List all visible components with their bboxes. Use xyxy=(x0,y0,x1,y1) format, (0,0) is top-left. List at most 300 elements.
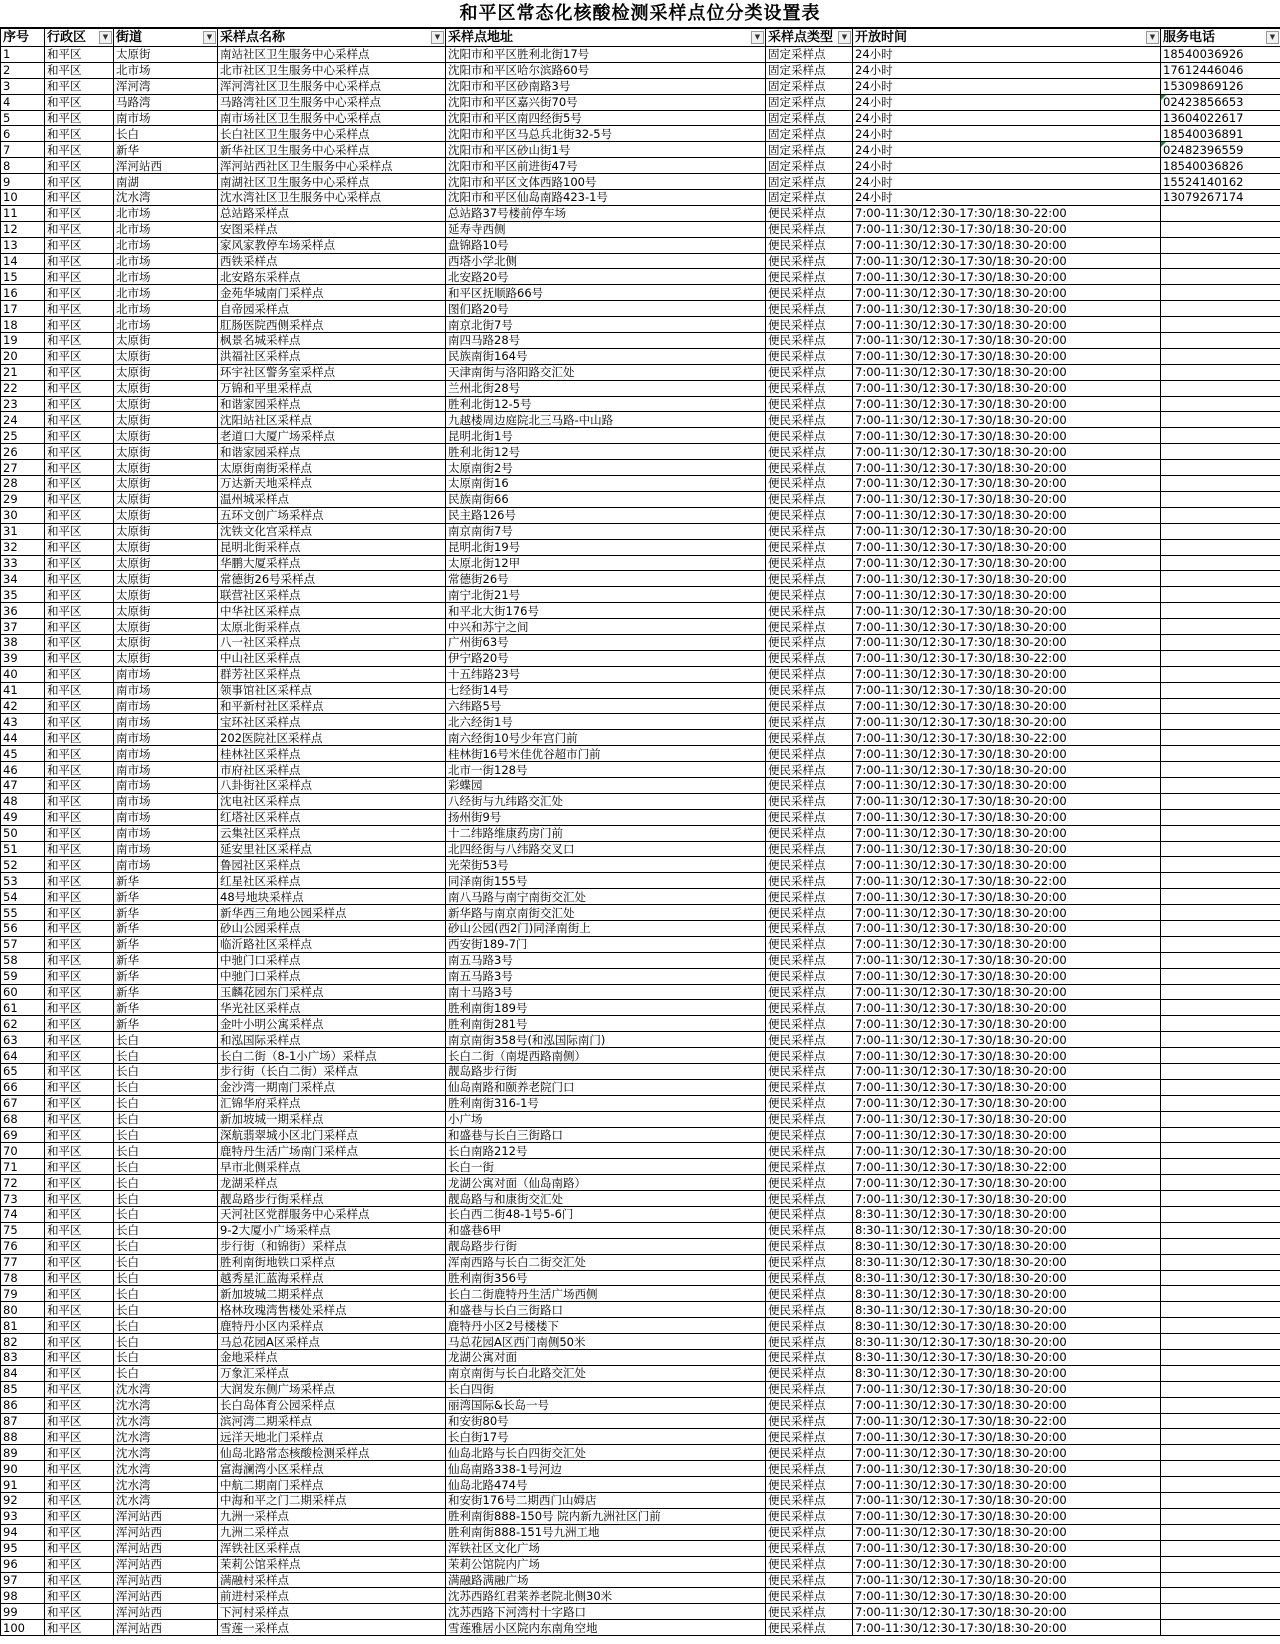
cell-phone[interactable] xyxy=(1161,269,1280,285)
cell-street[interactable]: 沈水湾 xyxy=(114,1477,218,1493)
cell-type[interactable]: 便民采样点 xyxy=(766,428,853,444)
cell-open-time[interactable]: 7:00-11:30/12:30-17:30/18:30-20:00 xyxy=(853,1461,1161,1477)
cell-address[interactable]: 沈阳市和平区文体西路100号 xyxy=(446,174,766,190)
cell-index[interactable]: 75 xyxy=(1,1222,45,1238)
cell-index[interactable]: 3 xyxy=(1,78,45,94)
cell-open-time[interactable]: 7:00-11:30/12:30-17:30/18:30-20:00 xyxy=(853,1477,1161,1493)
cell-street[interactable]: 北市场 xyxy=(114,62,218,78)
cell-open-time[interactable]: 7:00-11:30/12:30-17:30/18:30-20:00 xyxy=(853,555,1161,571)
cell-address[interactable]: 龙湖公寓对面 xyxy=(446,1350,766,1366)
cell-district[interactable]: 和平区 xyxy=(45,412,114,428)
cell-type[interactable]: 便民采样点 xyxy=(766,1222,853,1238)
cell-phone[interactable] xyxy=(1161,619,1280,635)
cell-index[interactable]: 96 xyxy=(1,1556,45,1572)
cell-district[interactable]: 和平区 xyxy=(45,491,114,507)
cell-type[interactable]: 便民采样点 xyxy=(766,1095,853,1111)
cell-point-name[interactable]: 自帝园采样点 xyxy=(218,301,446,317)
cell-open-time[interactable]: 7:00-11:30/12:30-17:30/18:30-20:00 xyxy=(853,221,1161,237)
cell-phone[interactable] xyxy=(1161,476,1280,492)
cell-street[interactable]: 南市场 xyxy=(114,698,218,714)
cell-phone[interactable] xyxy=(1161,1127,1280,1143)
cell-point-name[interactable]: 八一社区采样点 xyxy=(218,634,446,650)
cell-point-name[interactable]: 下河村采样点 xyxy=(218,1604,446,1620)
cell-address[interactable]: 丽湾国际&长岛一号 xyxy=(446,1397,766,1413)
cell-index[interactable]: 25 xyxy=(1,428,45,444)
cell-address[interactable]: 鹿特丹小区2号楼楼下 xyxy=(446,1318,766,1334)
cell-phone[interactable] xyxy=(1161,634,1280,650)
cell-type[interactable]: 便民采样点 xyxy=(766,1334,853,1350)
cell-street[interactable]: 太原街 xyxy=(114,634,218,650)
cell-district[interactable]: 和平区 xyxy=(45,1302,114,1318)
cell-address[interactable]: 沈阳市和平区嘉兴街70号 xyxy=(446,94,766,110)
cell-phone[interactable] xyxy=(1161,221,1280,237)
cell-phone[interactable] xyxy=(1161,1270,1280,1286)
cell-phone[interactable] xyxy=(1161,1207,1280,1223)
cell-district[interactable]: 和平区 xyxy=(45,158,114,174)
cell-open-time[interactable]: 7:00-11:30/12:30-17:30/18:30-20:00 xyxy=(853,1524,1161,1540)
cell-address[interactable]: 胜利南街189号 xyxy=(446,1000,766,1016)
cell-district[interactable]: 和平区 xyxy=(45,984,114,1000)
cell-street[interactable]: 长白 xyxy=(114,1064,218,1080)
cell-open-time[interactable]: 24小时 xyxy=(853,78,1161,94)
cell-district[interactable]: 和平区 xyxy=(45,1095,114,1111)
cell-type[interactable]: 便民采样点 xyxy=(766,1159,853,1175)
cell-street[interactable]: 南市场 xyxy=(114,793,218,809)
cell-address[interactable]: 十二纬路维康药房门前 xyxy=(446,825,766,841)
cell-point-name[interactable]: 延安里社区采样点 xyxy=(218,841,446,857)
cell-point-name[interactable]: 九洲一采样点 xyxy=(218,1508,446,1524)
cell-type[interactable]: 便民采样点 xyxy=(766,1540,853,1556)
cell-street[interactable]: 长白 xyxy=(114,1032,218,1048)
cell-open-time[interactable]: 7:00-11:30/12:30-17:30/18:30-20:00 xyxy=(853,793,1161,809)
cell-address[interactable]: 兰州北街28号 xyxy=(446,380,766,396)
cell-address[interactable]: 和平北大街176号 xyxy=(446,603,766,619)
cell-district[interactable]: 和平区 xyxy=(45,968,114,984)
cell-open-time[interactable]: 7:00-11:30/12:30-17:30/18:30-20:00 xyxy=(853,1556,1161,1572)
cell-type[interactable]: 便民采样点 xyxy=(766,1477,853,1493)
cell-type[interactable]: 便民采样点 xyxy=(766,1493,853,1509)
cell-phone[interactable] xyxy=(1161,1095,1280,1111)
cell-type[interactable]: 便民采样点 xyxy=(766,1413,853,1429)
cell-address[interactable]: 马总花园A区西门南侧50米 xyxy=(446,1334,766,1350)
cell-point-name[interactable]: 北安路东采样点 xyxy=(218,269,446,285)
cell-type[interactable]: 固定采样点 xyxy=(766,158,853,174)
cell-point-name[interactable]: 南湖社区卫生服务中心采样点 xyxy=(218,174,446,190)
cell-type[interactable]: 便民采样点 xyxy=(766,793,853,809)
cell-street[interactable]: 长白 xyxy=(114,1350,218,1366)
cell-type[interactable]: 便民采样点 xyxy=(766,1032,853,1048)
cell-address[interactable]: 和安街176号二期西门山姆店 xyxy=(446,1493,766,1509)
cell-district[interactable]: 和平区 xyxy=(45,603,114,619)
cell-street[interactable]: 太原街 xyxy=(114,380,218,396)
cell-phone[interactable] xyxy=(1161,857,1280,873)
cell-address[interactable]: 昆明北街19号 xyxy=(446,539,766,555)
cell-address[interactable]: 南京南街与长白北路交汇处 xyxy=(446,1365,766,1381)
cell-point-name[interactable]: 枫景名城采样点 xyxy=(218,333,446,349)
cell-street[interactable]: 长白 xyxy=(114,1127,218,1143)
cell-type[interactable]: 便民采样点 xyxy=(766,1286,853,1302)
cell-address[interactable]: 桂林街16号米佳优谷超市门前 xyxy=(446,746,766,762)
cell-district[interactable]: 和平区 xyxy=(45,1111,114,1127)
cell-phone[interactable] xyxy=(1161,1350,1280,1366)
cell-index[interactable]: 14 xyxy=(1,253,45,269)
cell-index[interactable]: 2 xyxy=(1,62,45,78)
cell-street[interactable]: 沈水湾 xyxy=(114,1493,218,1509)
cell-phone[interactable] xyxy=(1161,1477,1280,1493)
cell-street[interactable]: 长白 xyxy=(114,1207,218,1223)
cell-index[interactable]: 95 xyxy=(1,1540,45,1556)
cell-phone[interactable] xyxy=(1161,1429,1280,1445)
cell-street[interactable]: 浑河湾 xyxy=(114,78,218,94)
cell-index[interactable]: 98 xyxy=(1,1588,45,1604)
cell-index[interactable]: 46 xyxy=(1,762,45,778)
cell-type[interactable]: 便民采样点 xyxy=(766,1429,853,1445)
cell-phone[interactable] xyxy=(1161,1572,1280,1588)
cell-address[interactable]: 同泽南街155号 xyxy=(446,873,766,889)
cell-street[interactable]: 长白 xyxy=(114,1095,218,1111)
cell-phone[interactable] xyxy=(1161,523,1280,539)
cell-address[interactable]: 南京南街358号(和泓国际南门) xyxy=(446,1032,766,1048)
cell-phone[interactable] xyxy=(1161,1397,1280,1413)
cell-open-time[interactable]: 7:00-11:30/12:30-17:30/18:30-20:00 xyxy=(853,841,1161,857)
cell-district[interactable]: 和平区 xyxy=(45,1254,114,1270)
cell-type[interactable]: 便民采样点 xyxy=(766,1604,853,1620)
cell-street[interactable]: 北市场 xyxy=(114,285,218,301)
cell-open-time[interactable]: 7:00-11:30/12:30-17:30/18:30-20:00 xyxy=(853,1111,1161,1127)
cell-address[interactable]: 沈苏西路红君莱养老院北侧30米 xyxy=(446,1588,766,1604)
cell-index[interactable]: 16 xyxy=(1,285,45,301)
cell-open-time[interactable]: 7:00-11:30/12:30-17:30/18:30-20:00 xyxy=(853,1620,1161,1636)
cell-phone[interactable] xyxy=(1161,380,1280,396)
cell-address[interactable]: 总站路37号楼前停车场 xyxy=(446,205,766,221)
cell-district[interactable]: 和平区 xyxy=(45,428,114,444)
cell-street[interactable]: 长白 xyxy=(114,1159,218,1175)
cell-street[interactable]: 太原街 xyxy=(114,364,218,380)
cell-street[interactable]: 长白 xyxy=(114,1222,218,1238)
cell-index[interactable]: 90 xyxy=(1,1461,45,1477)
cell-address[interactable]: 南五马路3号 xyxy=(446,968,766,984)
cell-address[interactable]: 南六经街10号少年宫门前 xyxy=(446,730,766,746)
cell-street[interactable]: 沈水湾 xyxy=(114,1381,218,1397)
cell-address[interactable]: 沈阳市和平区前进街47号 xyxy=(446,158,766,174)
cell-type[interactable]: 便民采样点 xyxy=(766,476,853,492)
cell-district[interactable]: 和平区 xyxy=(45,1270,114,1286)
cell-point-name[interactable]: 深航翡翠城小区北门采样点 xyxy=(218,1127,446,1143)
cell-index[interactable]: 49 xyxy=(1,809,45,825)
cell-phone[interactable] xyxy=(1161,205,1280,221)
cell-district[interactable]: 和平区 xyxy=(45,1588,114,1604)
cell-index[interactable]: 65 xyxy=(1,1064,45,1080)
cell-street[interactable]: 太原街 xyxy=(114,491,218,507)
cell-open-time[interactable]: 7:00-11:30/12:30-17:30/18:30-20:00 xyxy=(853,1540,1161,1556)
cell-address[interactable]: 彩蝶园 xyxy=(446,777,766,793)
cell-index[interactable]: 5 xyxy=(1,110,45,126)
cell-street[interactable]: 长白 xyxy=(114,1143,218,1159)
cell-type[interactable]: 便民采样点 xyxy=(766,1064,853,1080)
cell-type[interactable]: 便民采样点 xyxy=(766,1207,853,1223)
cell-phone[interactable] xyxy=(1161,936,1280,952)
cell-type[interactable]: 便民采样点 xyxy=(766,539,853,555)
cell-index[interactable]: 99 xyxy=(1,1604,45,1620)
cell-address[interactable]: 沈苏西路下河湾村十字路口 xyxy=(446,1604,766,1620)
cell-open-time[interactable]: 8:30-11:30/12:30-17:30/18:30-20:00 xyxy=(853,1207,1161,1223)
cell-point-name[interactable]: 鲁园社区采样点 xyxy=(218,857,446,873)
cell-point-name[interactable]: 沈铁文化宫采样点 xyxy=(218,523,446,539)
cell-district[interactable]: 和平区 xyxy=(45,793,114,809)
cell-open-time[interactable]: 7:00-11:30/12:30-17:30/18:30-20:00 xyxy=(853,253,1161,269)
cell-type[interactable]: 固定采样点 xyxy=(766,78,853,94)
cell-open-time[interactable]: 7:00-11:30/12:30-17:30/18:30-20:00 xyxy=(853,348,1161,364)
cell-address[interactable]: 砂山公园(西2门)同泽南街上 xyxy=(446,920,766,936)
cell-point-name[interactable]: 汇锦华府采样点 xyxy=(218,1095,446,1111)
cell-open-time[interactable]: 8:30-11:30/12:30-17:30/18:30-20:00 xyxy=(853,1302,1161,1318)
cell-open-time[interactable]: 7:00-11:30/12:30-17:30/18:30-20:00 xyxy=(853,1127,1161,1143)
cell-type[interactable]: 便民采样点 xyxy=(766,1127,853,1143)
cell-type[interactable]: 便民采样点 xyxy=(766,491,853,507)
cell-phone[interactable] xyxy=(1161,491,1280,507)
cell-type[interactable]: 便民采样点 xyxy=(766,1350,853,1366)
cell-type[interactable]: 便民采样点 xyxy=(766,777,853,793)
cell-point-name[interactable]: 金苑华城南门采样点 xyxy=(218,285,446,301)
cell-street[interactable]: 沈水湾 xyxy=(114,1461,218,1477)
cell-address[interactable]: 胜利南街316-1号 xyxy=(446,1095,766,1111)
cell-index[interactable]: 87 xyxy=(1,1413,45,1429)
cell-address[interactable]: 中兴和苏宁之间 xyxy=(446,619,766,635)
cell-address[interactable]: 八经街与九纬路交汇处 xyxy=(446,793,766,809)
cell-district[interactable]: 和平区 xyxy=(45,333,114,349)
cell-district[interactable]: 和平区 xyxy=(45,1620,114,1636)
cell-street[interactable]: 长白 xyxy=(114,1175,218,1191)
cell-address[interactable]: 盘锦路10号 xyxy=(446,237,766,253)
cell-street[interactable]: 浑河站西 xyxy=(114,1588,218,1604)
cell-address[interactable]: 和平区抚顺路66号 xyxy=(446,285,766,301)
cell-type[interactable]: 固定采样点 xyxy=(766,142,853,158)
cell-phone[interactable] xyxy=(1161,666,1280,682)
cell-type[interactable]: 便民采样点 xyxy=(766,380,853,396)
cell-district[interactable]: 和平区 xyxy=(45,1540,114,1556)
cell-street[interactable]: 长白 xyxy=(114,1270,218,1286)
cell-open-time[interactable]: 7:00-11:30/12:30-17:30/18:30-20:00 xyxy=(853,936,1161,952)
cell-address[interactable]: 胜利南街888-151号九洲工地 xyxy=(446,1524,766,1540)
cell-district[interactable]: 和平区 xyxy=(45,809,114,825)
cell-type[interactable]: 便民采样点 xyxy=(766,1461,853,1477)
cell-phone[interactable] xyxy=(1161,889,1280,905)
cell-street[interactable]: 太原街 xyxy=(114,619,218,635)
cell-point-name[interactable]: 万象汇采样点 xyxy=(218,1365,446,1381)
cell-point-name[interactable]: 南站社区卫生服务中心采样点 xyxy=(218,47,446,63)
cell-open-time[interactable]: 7:00-11:30/12:30-17:30/18:30-20:00 xyxy=(853,1032,1161,1048)
cell-district[interactable]: 和平区 xyxy=(45,682,114,698)
cell-open-time[interactable]: 7:00-11:30/12:30-17:30/18:30-20:00 xyxy=(853,762,1161,778)
cell-index[interactable]: 57 xyxy=(1,936,45,952)
cell-open-time[interactable]: 7:00-11:30/12:30-17:30/18:30-20:00 xyxy=(853,412,1161,428)
cell-district[interactable]: 和平区 xyxy=(45,190,114,206)
cell-district[interactable]: 和平区 xyxy=(45,873,114,889)
cell-index[interactable]: 42 xyxy=(1,698,45,714)
cell-open-time[interactable]: 7:00-11:30/12:30-17:30/18:30-20:00 xyxy=(853,1429,1161,1445)
cell-open-time[interactable]: 7:00-11:30/12:30-17:30/18:30-22:00 xyxy=(853,1159,1161,1175)
cell-point-name[interactable]: 和谐家园采样点 xyxy=(218,444,446,460)
cell-point-name[interactable]: 鹿特丹生活广场南门采样点 xyxy=(218,1143,446,1159)
cell-address[interactable]: 仙岛南路和颐养老院门口 xyxy=(446,1079,766,1095)
cell-phone[interactable] xyxy=(1161,809,1280,825)
cell-street[interactable]: 太原街 xyxy=(114,460,218,476)
cell-point-name[interactable]: 早市北侧采样点 xyxy=(218,1159,446,1175)
cell-index[interactable]: 44 xyxy=(1,730,45,746)
cell-phone[interactable] xyxy=(1161,253,1280,269)
dropdown-arrow-icon[interactable]: ▼ xyxy=(99,31,112,44)
cell-point-name[interactable]: 浑铁社区采样点 xyxy=(218,1540,446,1556)
cell-type[interactable]: 便民采样点 xyxy=(766,714,853,730)
cell-index[interactable]: 28 xyxy=(1,476,45,492)
cell-type[interactable]: 便民采样点 xyxy=(766,1191,853,1207)
cell-street[interactable]: 新华 xyxy=(114,142,218,158)
cell-address[interactable]: 沈阳市和平区仙岛南路423-1号 xyxy=(446,190,766,206)
cell-street[interactable]: 太原街 xyxy=(114,603,218,619)
cell-phone[interactable] xyxy=(1161,1175,1280,1191)
cell-type[interactable]: 固定采样点 xyxy=(766,94,853,110)
cell-open-time[interactable]: 7:00-11:30/12:30-17:30/18:30-20:00 xyxy=(853,825,1161,841)
cell-district[interactable]: 和平区 xyxy=(45,1064,114,1080)
cell-street[interactable]: 太原街 xyxy=(114,348,218,364)
cell-street[interactable]: 太原街 xyxy=(114,444,218,460)
cell-address[interactable]: 沈阳市和平区哈尔滨路60号 xyxy=(446,62,766,78)
cell-point-name[interactable]: 长白社区卫生服务中心采样点 xyxy=(218,126,446,142)
cell-address[interactable]: 长白一街 xyxy=(446,1159,766,1175)
cell-index[interactable]: 100 xyxy=(1,1620,45,1636)
cell-point-name[interactable]: 九洲二采样点 xyxy=(218,1524,446,1540)
cell-open-time[interactable]: 7:00-11:30/12:30-17:30/18:30-20:00 xyxy=(853,857,1161,873)
cell-street[interactable]: 南市场 xyxy=(114,110,218,126)
cell-type[interactable]: 便民采样点 xyxy=(766,507,853,523)
cell-address[interactable]: 光荣街53号 xyxy=(446,857,766,873)
cell-address[interactable]: 民族南街66 xyxy=(446,491,766,507)
cell-point-name[interactable]: 红星社区采样点 xyxy=(218,873,446,889)
cell-index[interactable]: 39 xyxy=(1,650,45,666)
cell-index[interactable]: 81 xyxy=(1,1318,45,1334)
dropdown-arrow-icon[interactable]: ▼ xyxy=(838,31,851,44)
cell-district[interactable]: 和平区 xyxy=(45,1461,114,1477)
cell-index[interactable]: 68 xyxy=(1,1111,45,1127)
cell-index[interactable]: 45 xyxy=(1,746,45,762)
cell-open-time[interactable]: 7:00-11:30/12:30-17:30/18:30-20:00 xyxy=(853,460,1161,476)
cell-point-name[interactable]: 临沂路社区采样点 xyxy=(218,936,446,952)
cell-index[interactable]: 58 xyxy=(1,952,45,968)
cell-street[interactable]: 南市场 xyxy=(114,857,218,873)
cell-phone[interactable] xyxy=(1161,460,1280,476)
cell-street[interactable]: 太原街 xyxy=(114,523,218,539)
cell-index[interactable]: 30 xyxy=(1,507,45,523)
cell-phone[interactable] xyxy=(1161,873,1280,889)
cell-type[interactable]: 便民采样点 xyxy=(766,762,853,778)
cell-address[interactable]: 新华路与南京南街交汇处 xyxy=(446,905,766,921)
cell-open-time[interactable]: 7:00-11:30/12:30-17:30/18:30-20:00 xyxy=(853,634,1161,650)
cell-district[interactable]: 和平区 xyxy=(45,555,114,571)
cell-index[interactable]: 71 xyxy=(1,1159,45,1175)
cell-district[interactable]: 和平区 xyxy=(45,317,114,333)
cell-district[interactable]: 和平区 xyxy=(45,857,114,873)
cell-point-name[interactable]: 领事馆社区采样点 xyxy=(218,682,446,698)
cell-type[interactable]: 便民采样点 xyxy=(766,1445,853,1461)
cell-type[interactable]: 便民采样点 xyxy=(766,1524,853,1540)
dropdown-arrow-icon[interactable]: ▼ xyxy=(203,31,216,44)
cell-point-name[interactable]: 八卦街社区采样点 xyxy=(218,777,446,793)
cell-address[interactable]: 胜利北街12号 xyxy=(446,444,766,460)
cell-address[interactable]: 小广场 xyxy=(446,1111,766,1127)
cell-phone[interactable]: 15524140162 xyxy=(1161,174,1280,190)
cell-address[interactable]: 长白二街鹿特丹生活广场西侧 xyxy=(446,1286,766,1302)
cell-point-name[interactable]: 长白二街（8-1小广场）采样点 xyxy=(218,1048,446,1064)
cell-address[interactable]: 胜利南街356号 xyxy=(446,1270,766,1286)
cell-type[interactable]: 便民采样点 xyxy=(766,984,853,1000)
cell-address[interactable]: 仙岛北路与长白四街交汇处 xyxy=(446,1445,766,1461)
cell-type[interactable]: 便民采样点 xyxy=(766,1143,853,1159)
cell-phone[interactable] xyxy=(1161,364,1280,380)
cell-address[interactable]: 仙岛北路474号 xyxy=(446,1477,766,1493)
cell-index[interactable]: 69 xyxy=(1,1127,45,1143)
cell-index[interactable]: 63 xyxy=(1,1032,45,1048)
cell-phone[interactable]: 15309869126 xyxy=(1161,78,1280,94)
cell-district[interactable]: 和平区 xyxy=(45,110,114,126)
cell-point-name[interactable]: 云集社区采样点 xyxy=(218,825,446,841)
cell-open-time[interactable]: 7:00-11:30/12:30-17:30/18:30-20:00 xyxy=(853,952,1161,968)
cell-open-time[interactable]: 24小时 xyxy=(853,94,1161,110)
cell-point-name[interactable]: 环宇社区警务室采样点 xyxy=(218,364,446,380)
cell-street[interactable]: 南市场 xyxy=(114,714,218,730)
cell-open-time[interactable]: 8:30-11:30/12:30-17:30/18:30-20:00 xyxy=(853,1286,1161,1302)
cell-phone[interactable] xyxy=(1161,444,1280,460)
cell-street[interactable]: 浑河站西 xyxy=(114,1508,218,1524)
cell-index[interactable]: 74 xyxy=(1,1207,45,1223)
cell-point-name[interactable]: 玉麟花园东门采样点 xyxy=(218,984,446,1000)
cell-street[interactable]: 长白 xyxy=(114,1048,218,1064)
cell-index[interactable]: 1 xyxy=(1,47,45,63)
cell-street[interactable]: 沈水湾 xyxy=(114,1413,218,1429)
cell-point-name[interactable]: 市府社区采样点 xyxy=(218,762,446,778)
cell-point-name[interactable]: 中山社区采样点 xyxy=(218,650,446,666)
cell-open-time[interactable]: 24小时 xyxy=(853,47,1161,63)
cell-street[interactable]: 新华 xyxy=(114,905,218,921)
cell-point-name[interactable]: 洪福社区采样点 xyxy=(218,348,446,364)
cell-phone[interactable] xyxy=(1161,587,1280,603)
cell-open-time[interactable]: 7:00-11:30/12:30-17:30/18:30-20:00 xyxy=(853,603,1161,619)
cell-street[interactable]: 沈水湾 xyxy=(114,190,218,206)
cell-open-time[interactable]: 7:00-11:30/12:30-17:30/18:30-20:00 xyxy=(853,476,1161,492)
dropdown-arrow-icon[interactable]: ▼ xyxy=(431,31,444,44)
cell-phone[interactable] xyxy=(1161,1079,1280,1095)
cell-index[interactable]: 86 xyxy=(1,1397,45,1413)
cell-address[interactable]: 扬州街9号 xyxy=(446,809,766,825)
cell-district[interactable]: 和平区 xyxy=(45,523,114,539)
cell-street[interactable]: 北市场 xyxy=(114,317,218,333)
cell-index[interactable]: 62 xyxy=(1,1016,45,1032)
cell-open-time[interactable]: 24小时 xyxy=(853,158,1161,174)
cell-open-time[interactable]: 7:00-11:30/12:30-17:30/18:30-20:00 xyxy=(853,428,1161,444)
cell-phone[interactable] xyxy=(1161,1318,1280,1334)
cell-point-name[interactable]: 南市场社区卫生服务中心采样点 xyxy=(218,110,446,126)
cell-open-time[interactable]: 7:00-11:30/12:30-17:30/18:30-20:00 xyxy=(853,523,1161,539)
cell-street[interactable]: 沈水湾 xyxy=(114,1397,218,1413)
cell-phone[interactable] xyxy=(1161,698,1280,714)
cell-address[interactable]: 南宁北街21号 xyxy=(446,587,766,603)
cell-type[interactable]: 便民采样点 xyxy=(766,221,853,237)
cell-address[interactable]: 天津南街与洛阳路交汇处 xyxy=(446,364,766,380)
cell-phone[interactable] xyxy=(1161,428,1280,444)
cell-street[interactable]: 太原街 xyxy=(114,396,218,412)
cell-phone[interactable] xyxy=(1161,1493,1280,1509)
cell-phone[interactable] xyxy=(1161,1604,1280,1620)
cell-district[interactable]: 和平区 xyxy=(45,1477,114,1493)
